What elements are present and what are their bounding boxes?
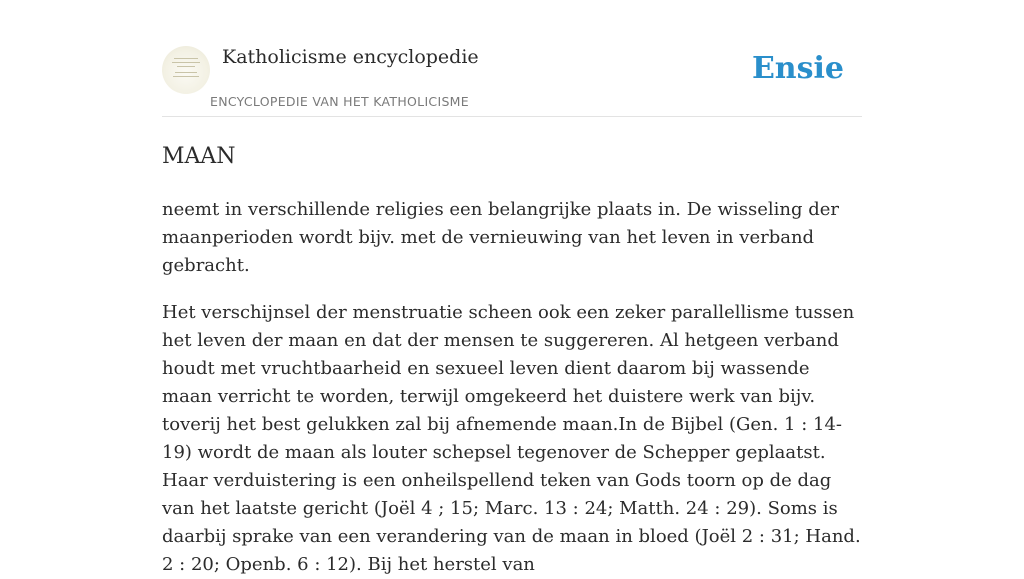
brand-logo-text[interactable]: Ensie [751,51,844,86]
site-header [162,0,862,117]
site-subtitle: ENCYCLOPEDIE VAN HET KATHOLICISME [210,94,469,109]
encyclopedia-logo[interactable] [162,46,210,94]
article-paragraph: neemt in verschillende religies een belangrijke plaats in. De wisseling der maanperioden wordt bijv. met de vernieuwing van het leven in verband gebracht. [162,199,839,276]
article-title: MAAN [162,144,236,169]
page [162,0,862,579]
article-paragraph: Het verschijnsel der menstruatie scheen ook een zeker parallellisme tussen het leven der maan en dat der mensen te suggereren. Al hetgeen verband houdt met vruchtbaarheid en sexueel leven dient daarom bij wassende maan verricht te worden, terwijl omgekeerd het duistere werk van bijv. toverij het best gelukken zal bij afnemende maan.In de Bijbel (Gen. 1 : 14-19) wordt de maan als louter schepsel tegenover de Schepper geplaatst. Haar verduistering is een onheilspellend teken van Gods toorn op de dag van het laatste gericht (Joël 4 ; 15; Marc. 13 : 24; Matth. 24 : 29). Soms is daarbij sprake van een verandering van de maan in bloed (Joël 2 : 31; Hand. 2 : 20; Openb. 6 : 12). Bij het herstel van [162,302,861,575]
site-title[interactable]: Katholicisme encyclopedie [222,46,479,68]
